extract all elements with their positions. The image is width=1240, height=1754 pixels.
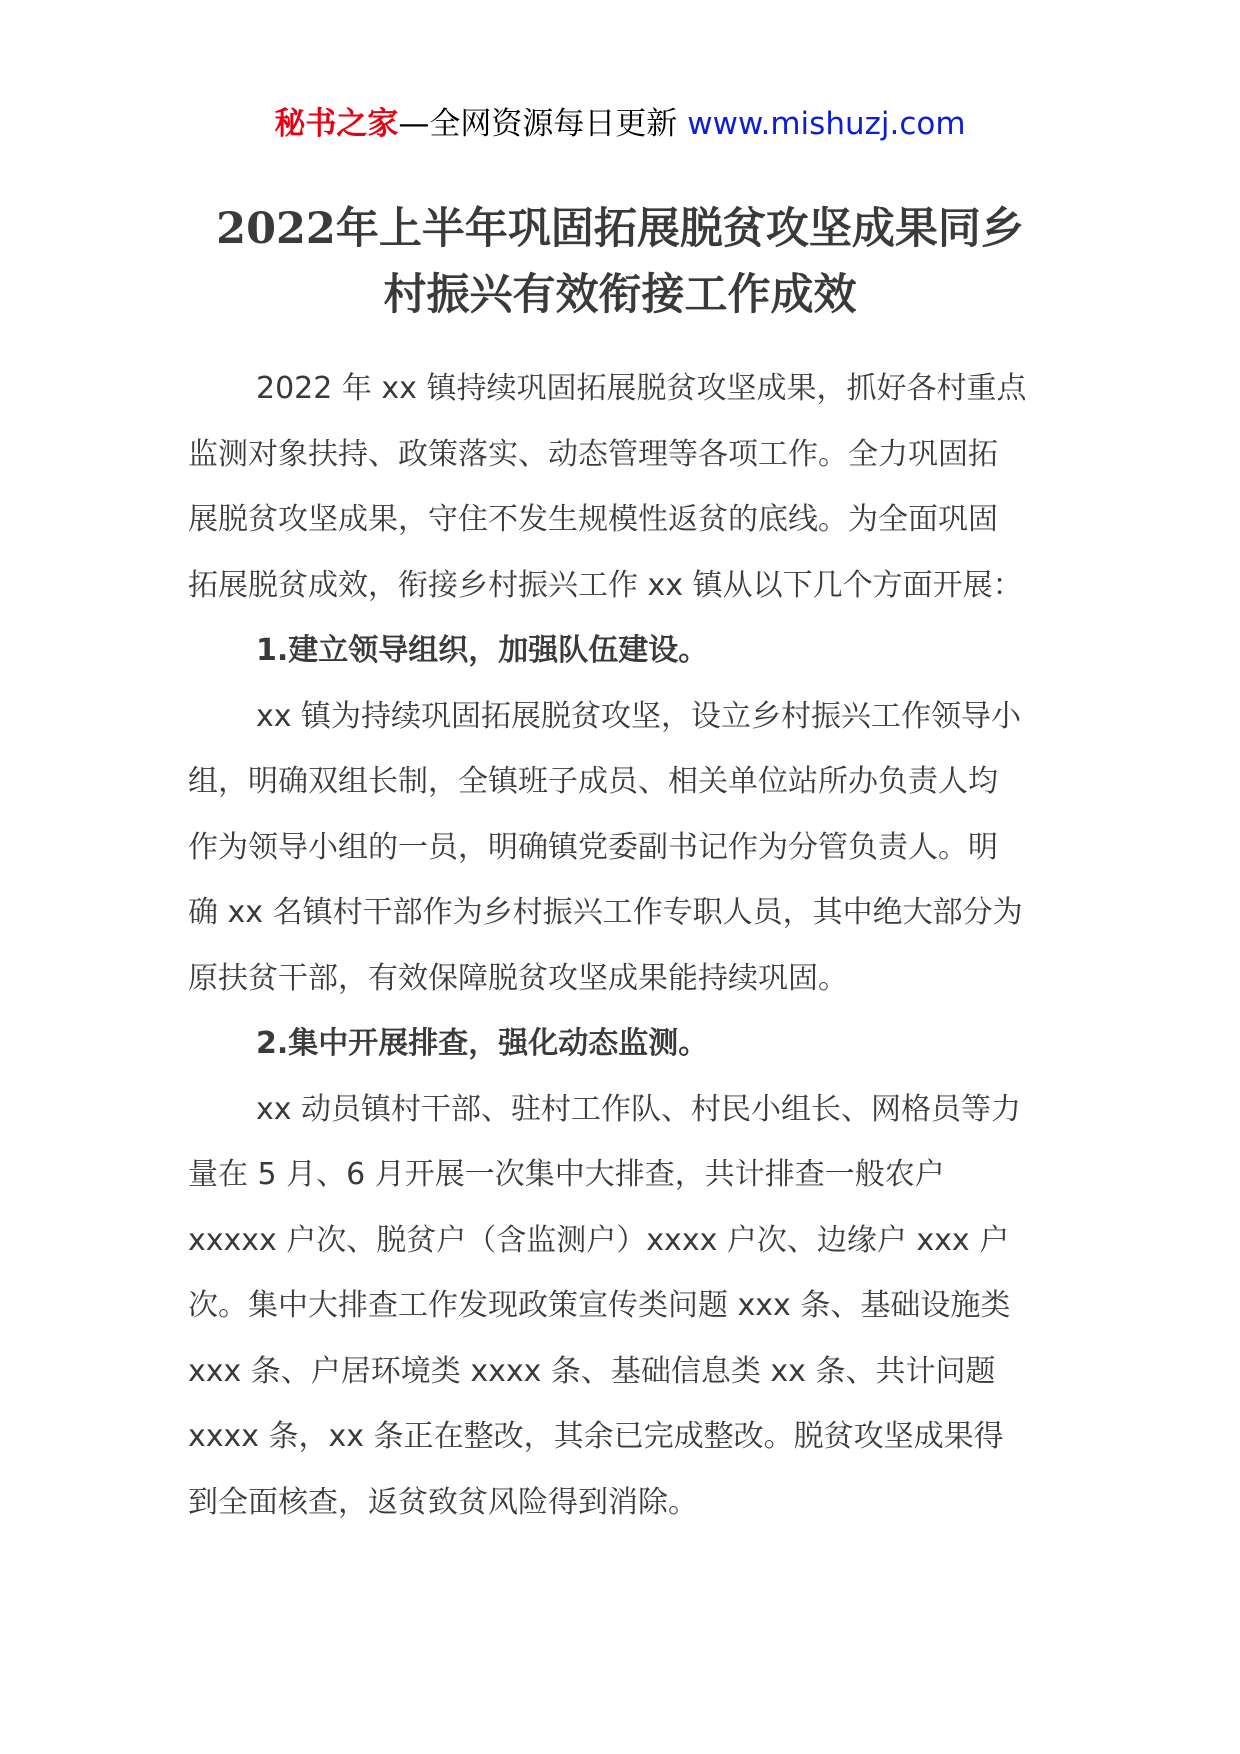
text-line: xxx 条、户居环境类 xxxx 条、基础信息类 xx 条、共计问题 bbox=[188, 1353, 996, 1389]
banner-tagline: —全网资源每日更新 bbox=[398, 106, 688, 142]
text-line: 次。集中大排查工作发现政策宣传类问题 xxx 条、基础设施类 bbox=[188, 1288, 1011, 1323]
text-line: 原扶贫干部，有效保障脱贫攻坚成果能持续巩固。 bbox=[188, 960, 848, 996]
title-line-2: 村振兴有效衔接工作成效 bbox=[383, 270, 857, 320]
title-line-1: 2022年上半年巩固拓展脱贫攻坚成果同乡 bbox=[216, 204, 1024, 254]
text-line: 确 xx 名镇村干部作为乡村振兴工作专职人员，其中绝大部分为 bbox=[188, 895, 1023, 930]
text-line: 到全面核查，返贫致贫风险得到消除。 bbox=[188, 1484, 698, 1520]
text-line: xxxx 条，xx 条正在整改，其余已完成整改。脱贫攻坚成果得 bbox=[188, 1419, 1004, 1454]
text-line: 作为领导小组的一员，明确镇党委副书记作为分管负责人。明 bbox=[188, 829, 998, 865]
text-line: 2022 年 xx 镇持续巩固拓展脱贫攻坚成果，抓好各村重点 bbox=[256, 371, 1027, 406]
intro-paragraph bbox=[188, 356, 1068, 618]
brand-name: 秘书之家 bbox=[274, 106, 399, 142]
section-2-paragraph bbox=[188, 1077, 1068, 1536]
section-heading-1: 1.建立领导组织，加强队伍建设。 bbox=[256, 633, 709, 668]
text-line: xxxxx 户次、脱贫户（含监测户）xxxx 户次、边缘户 xxx 户 bbox=[188, 1222, 1010, 1258]
document-body bbox=[188, 356, 1068, 1535]
text-line: 监测对象扶持、政策落实、动态管理等各项工作。全力巩固拓 bbox=[188, 436, 998, 472]
section-heading-2: 2.集中开展排查，强化动态监测。 bbox=[256, 1026, 709, 1061]
site-banner bbox=[0, 104, 1240, 144]
document-title bbox=[150, 196, 1090, 328]
site-url-link[interactable]: www.mishuzj.com bbox=[687, 106, 966, 142]
text-line: xx 镇为持续巩固拓展脱贫攻坚，设立乡村振兴工作领导小 bbox=[256, 698, 1022, 734]
text-line: 量在 5 月、6 月开展一次集中大排查，共计排查一般农户 bbox=[188, 1157, 945, 1192]
text-line: 展脱贫攻坚成果，守住不发生规模性返贫的底线。为全面巩固 bbox=[188, 502, 998, 537]
section-1-paragraph bbox=[188, 684, 1068, 1012]
text-line: xx 动员镇村干部、驻村工作队、村民小组长、网格员等力 bbox=[256, 1091, 1022, 1127]
text-line: 拓展脱贫成效，衔接乡村振兴工作 xx 镇从以下几个方面开展： bbox=[188, 567, 1023, 603]
text-line: 组，明确双组长制，全镇班子成员、相关单位站所办负责人均 bbox=[188, 764, 998, 799]
